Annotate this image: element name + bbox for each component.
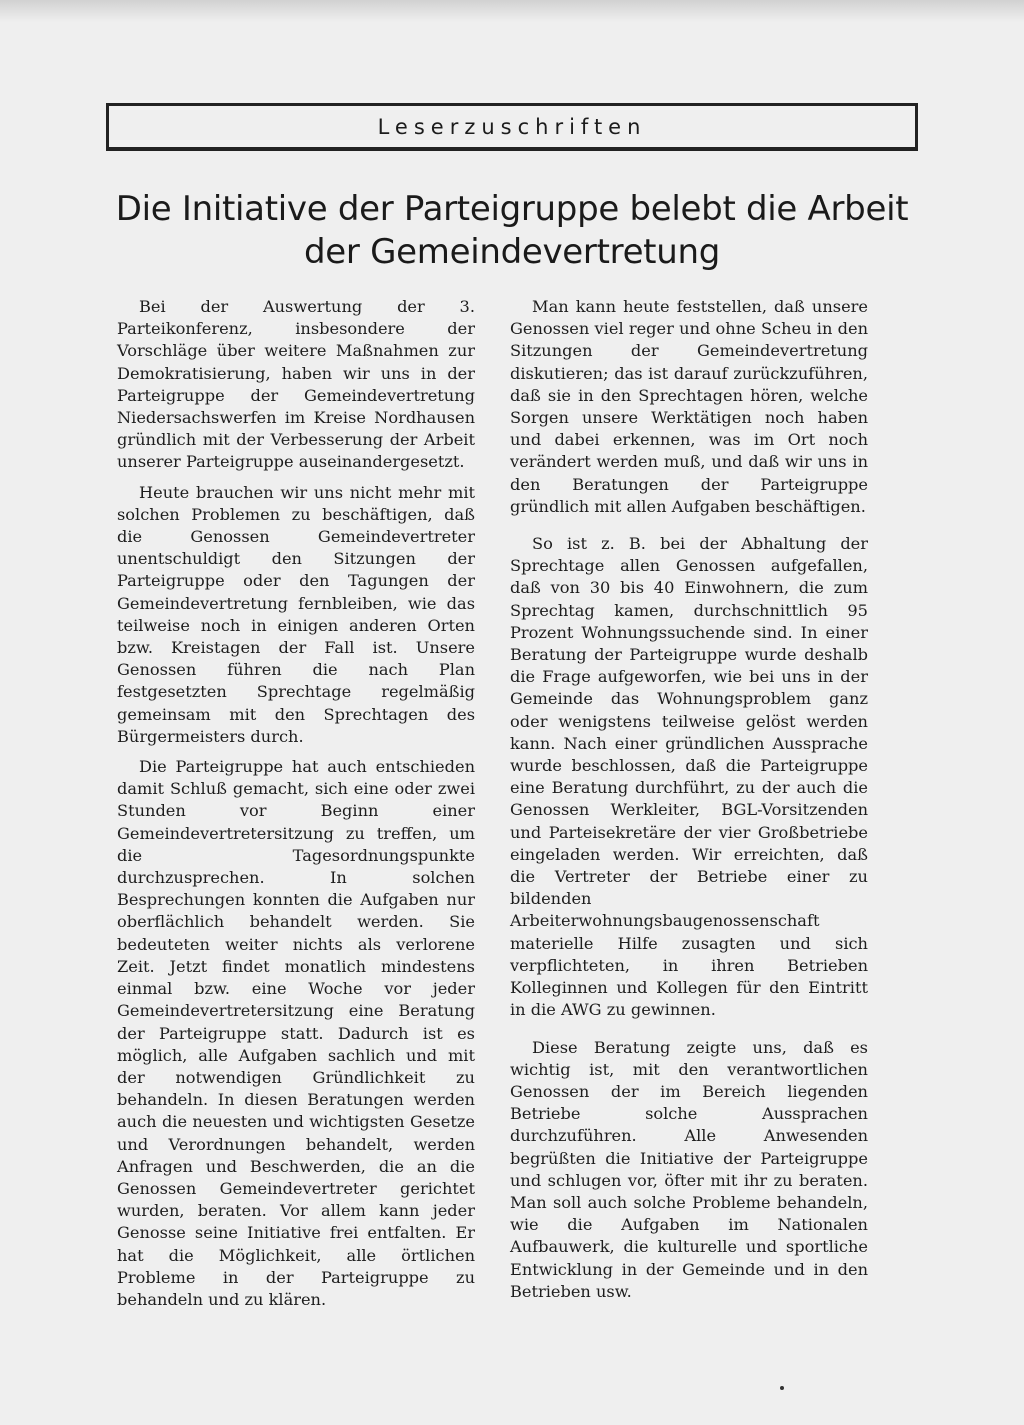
article-title-line-2: der Gemeindevertretung xyxy=(304,232,720,272)
paragraph: Heute brauchen wir uns nicht mehr mit solchen Problemen zu beschäftigen, daß die Genossen Gemeindevertreter unentschuldigt den Sitzungen der Parteigruppe oder den Tagungen der Gemeindevertretung fernbleiben, wie das teilweise noch in einigen anderen Orten bzw. Kreistagen der Fall ist. Unsere Genossen führen die nach Plan festgesetzten Sprechtage regelmäßig gemeinsam mit den Sprechtagen des Bürgermeisters durch. xyxy=(117,482,475,746)
paragraph: So ist z. B. bei der Abhaltung der Sprechtage allen Genossen aufgefallen, daß von 30 bis 40 Einwohnern, die zum Sprechtag kamen, durchschnittlich 95 Prozent Wohnungssuchende sind. In einer Beratung der Parteigruppe wurde deshalb die Frage aufgeworfen, wie bei uns in der Gemeinde das Wohnungsproblem ganz oder wenigstens teilweise gelöst werden kann. Nach einer gründlichen Aussprache wurde beschlossen, daß die Parteigruppe eine Beratung durchführt, zu der auch die Genossen Werkleiter, BGL-Vorsitzenden und Parteisekretäre der vier Großbetriebe eingeladen werden. Wir erreichten, daß die Vertreter der Betriebe einer zu bildenden Arbeiterwohnungsbaugenossenschaft materielle Hilfe zusagten und sich verpflichteten, in ihren Betrieben Kolleginnen und Kollegen für den Eintritt in die AWG zu gewinnen. xyxy=(510,534,868,1020)
article-title-line-1: Die Initiative der Parteigruppe belebt die Arbeit xyxy=(115,189,909,229)
scan-speck xyxy=(780,1386,784,1390)
section-label: Leserzuschriften xyxy=(377,115,647,139)
paragraph: Die Parteigruppe hat auch entschieden damit Schluß gemacht, sich eine oder zwei Stunden vor Beginn einer Gemeindevertretersitzung zu treffen, um die Tagesordnungspunkte durchzusprechen. In solchen Besprechungen konnten die Aufgaben nur oberflächlich behandelt werden. Sie bedeuteten weiter nichts als verlorene Zeit. Jetzt findet monatlich mindestens einmal bzw. eine Woche vor jeder Gemeindevertretersitzung eine Beratung der Parteigruppe statt. Dadurch ist es möglich, alle Aufgaben sachlich und mit der notwendigen Gründlichkeit zu behandeln. In diesen Beratungen werden auch die neuesten und wichtigsten Gesetze und Verordnungen behandelt, werden Anfragen und Beschwerden, die an die Genossen Gemeindevertreter gerichtet wurden, beraten. Vor allem kann jeder Genosse seine Initiative frei entfalten. Er hat die Möglichkeit, alle örtlichen Probleme in der Parteigruppe zu behandeln und zu klären. xyxy=(117,757,475,1309)
left-column xyxy=(117,296,475,1311)
paragraph: Diese Beratung zeigte uns, daß es wichtig ist, mit den verantwortlichen Genossen der im Bereich liegenden Betriebe solche Aussprachen durchzuführen. Alle Anwesenden begrüßten die Initiative der Parteigruppe und schlugen vor, öfter mit ihr zu beraten. Man soll auch solche Probleme behandeln, wie die Aufgaben im Nationalen Aufbauwerk, die kulturelle und sportliche Entwicklung in der Gemeinde und in den Betrieben usw. xyxy=(510,1037,868,1301)
paragraph: Man kann heute feststellen, daß unsere Genossen viel reger und ohne Scheu in den Sitzungen der Gemeindevertretung diskutieren; das ist darauf zurückzuführen, daß sie in den Sprechtagen hören, welche Sorgen unsere Werktätigen noch haben und dabei erkennen, was im Ort noch verändert werden muß, und daß wir uns in den Beratungen der Parteigruppe gründlich mit allen Aufgaben beschäftigen. xyxy=(510,297,868,516)
section-header-box xyxy=(106,103,918,151)
paragraph: Bei der Auswertung der 3. Parteikonferenz, insbesondere der Vorschläge über weitere Maßnahmen zur Demokratisierung, haben wir uns in der Parteigruppe der Gemeindevertretung Niedersachswerfen im Kreise Nordhausen gründlich mit der Verbesserung der Arbeit unserer Parteigruppe auseinandergesetzt. xyxy=(117,297,475,472)
right-column xyxy=(510,296,868,1303)
scan-edge-shadow xyxy=(0,0,1024,22)
